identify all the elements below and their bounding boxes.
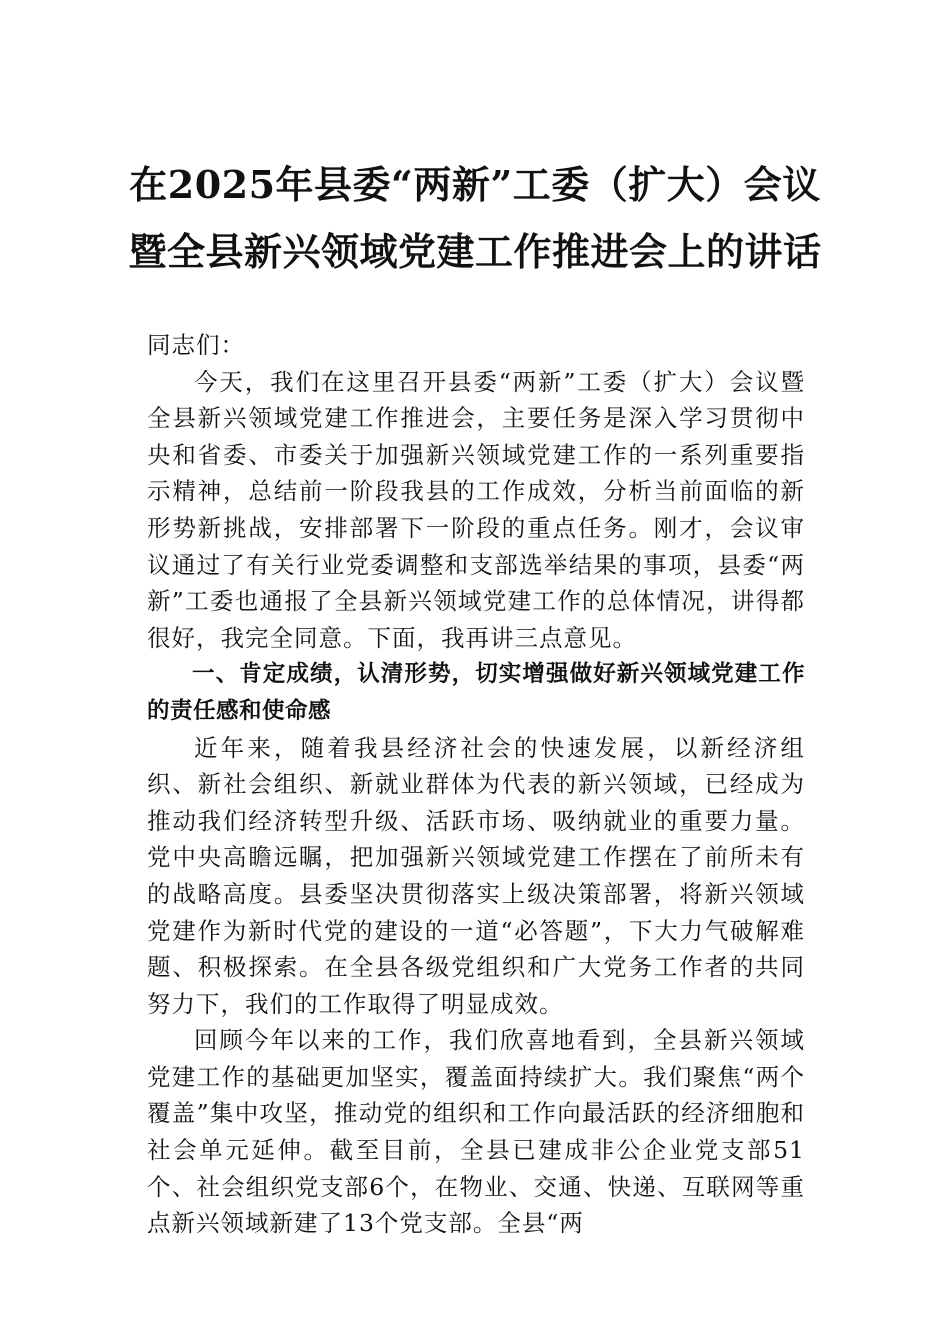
section-heading-1: 一、肯定成绩，认清形势，切实增强做好新兴领域党建工作的责任感和使命感 bbox=[147, 661, 805, 724]
paragraph-opening: 今天，我们在这里召开县委“两新”工委（扩大）会议暨全县新兴领域党建工作推进会，主要任务是深入学习贯彻中央和省委、市委关于加强新兴领域党建工作的一系列重要指示精神，总结前一阶段我县的工作成效，分析当前面临的新形势新挑战，安排部署下一阶段的重点任务。刚才，会议审议通过了有关行业党委调整和支部选举结果的事项，县委“两新”工委也通报了全县新兴领域党建工作的总体情况，讲得都很好，我完全同意。下面，我再讲三点意见。 bbox=[147, 367, 805, 652]
document-title-line-2: 暨全县新兴领域党建工作推进会上的讲话 bbox=[128, 229, 822, 274]
salutation: 同志们： bbox=[147, 331, 245, 359]
paragraph-achievements: 近年来，随着我县经济社会的快速发展，以新经济组织、新社会组织、新就业群体为代表的新兴领域，已经成为推动我们经济转型升级、活跃市场、吸纳就业的重要力量。党中央高瞻远瞩，把加强新兴领域党建工作摆在了前所未有的战略高度。县委坚决贯彻落实上级决策部署，将新兴领域党建作为新时代党的建设的一道“必答题”，下大力气破解难题、积极探索。在全县各级党组织和广大党务工作者的共同努力下，我们的工作取得了明显成效。 bbox=[147, 733, 805, 1018]
document-title-line-1: 在2025年县委“两新”工委（扩大）会议 bbox=[129, 162, 821, 207]
paragraph-review: 回顾今年以来的工作，我们欣喜地看到，全县新兴领域党建工作的基础更加坚实，覆盖面持续扩大。我们聚焦“两个覆盖”集中攻坚，推动党的组织和工作向最活跃的经济细胞和社会单元延伸。截至目前，全县已建成非公企业党支部51个、社会组织党支部6个，在物业、交通、快递、互联网等重点新兴领域新建了13个党支部。全县“两 bbox=[147, 1026, 805, 1238]
document-body bbox=[147, 327, 805, 1242]
